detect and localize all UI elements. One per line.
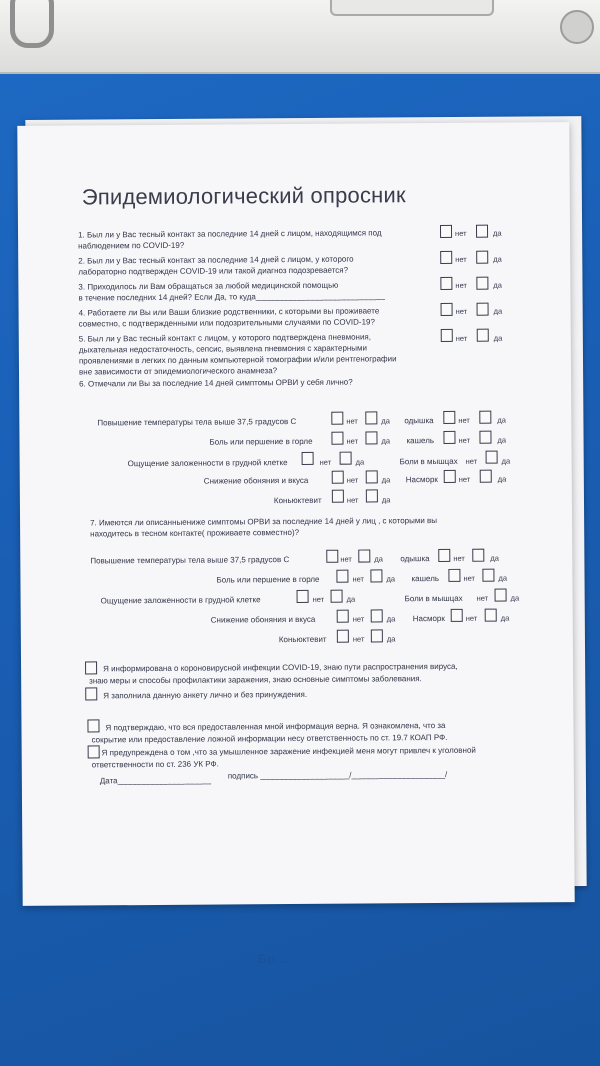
q3-yes-checkbox[interactable]: [476, 277, 488, 290]
q6-throat-no-label: нет: [346, 436, 359, 446]
q7-dyspnea-yes-checkbox[interactable]: [472, 549, 484, 562]
q7-chest-label: Ощущение заложенности в грудной клетке: [100, 595, 261, 606]
q7-cough-yes-label: да: [498, 573, 508, 583]
q6-muscle-no-label: нет: [465, 456, 478, 466]
q7-throat-yes-label: да: [386, 574, 396, 584]
q7-throat-no-label: нет: [352, 574, 364, 584]
q5-yes-label: да: [493, 333, 503, 343]
q6-conj-no-label: нет: [346, 495, 359, 505]
q6-chest-no-checkbox[interactable]: [302, 452, 314, 465]
q7-chest-yes-checkbox[interactable]: [331, 590, 343, 603]
q7-dyspnea-label: одышка: [400, 554, 430, 564]
q7-smell-yes-label: да: [386, 614, 396, 624]
signature-field[interactable]: подпись ____________________/_____________________/: [227, 769, 448, 781]
q7-fever-no-label: нет: [340, 554, 352, 564]
q7-cough-yes-checkbox[interactable]: [482, 569, 494, 582]
clip-ring: [10, 0, 54, 48]
q2-yes-checkbox[interactable]: [476, 251, 488, 264]
q7-dyspnea-no-checkbox[interactable]: [438, 549, 450, 562]
q6-dyspnea-no-checkbox[interactable]: [443, 411, 455, 424]
q3-line2: в течение последних 14 дней? Если Да, то куда_____________________________: [78, 291, 385, 303]
q1-no-checkbox[interactable]: [440, 225, 452, 238]
q7-conj-no-checkbox[interactable]: [337, 630, 349, 643]
q6-chest-label: Ощущение заложенности в грудной клетке: [127, 458, 288, 469]
q1-yes-label: да: [493, 228, 502, 238]
statement-self-filled: Я заполнила данную анкету лично и без принуждения.: [103, 689, 308, 701]
q6-fever-label: Повышение температуры тела выше 37,5 градусов С: [97, 416, 297, 428]
q6-nose-no-checkbox[interactable]: [444, 470, 456, 483]
page-title: Эпидемиологический опросник: [81, 182, 406, 210]
q6-smell-label: Снижение обоняния и вкуса: [203, 475, 309, 486]
q6-conj-yes-checkbox[interactable]: [366, 489, 378, 502]
q4-no-label: нет: [455, 306, 468, 316]
self-filled-checkbox[interactable]: [85, 687, 97, 700]
q6-cough-no-label: нет: [458, 435, 471, 445]
q6-muscle-label: Боли в мышцах: [399, 456, 458, 467]
q7-nose-label: Насморк: [412, 613, 445, 624]
q7-nose-no-label: нет: [465, 613, 478, 623]
q7-fever-yes-label: да: [374, 554, 383, 564]
q6-fever-yes-label: да: [381, 416, 390, 426]
q6-line: 6. Отмечали ли Вы за последние 14 дней симптомы ОРВИ у себя лично?: [79, 377, 353, 389]
q3-line1: 3. Приходилось ли Вам обращаться за любой медицинской помощью: [78, 280, 339, 292]
q6-muscle-yes-checkbox[interactable]: [486, 451, 498, 464]
clipboard-clip: [0, 0, 600, 74]
q7-throat-yes-checkbox[interactable]: [370, 569, 382, 582]
q7-conj-yes-checkbox[interactable]: [371, 629, 383, 642]
q6-fever-no-label: нет: [346, 416, 358, 426]
q7-line1: 7. Имеются ли описанныениже симптомы ОРВИ за последние 14 дней у лиц , с которыми вы: [90, 516, 438, 528]
clip-bar: [330, 0, 494, 16]
q3-no-checkbox[interactable]: [440, 277, 452, 290]
date-field[interactable]: Дата_____________________: [99, 775, 212, 786]
q5-line1: 5. Был ли у Вас тесный контакт с лицом, у которого подтверждена пневмония,: [78, 332, 371, 344]
q6-nose-no-label: нет: [458, 474, 471, 484]
q5-line2: дыхательная недостаточность, сепсис, выявлена пневмония с характерными: [78, 343, 368, 355]
q6-fever-no-checkbox[interactable]: [331, 412, 343, 425]
q7-conj-label: Коньюктевит: [278, 634, 327, 645]
informed-checkbox[interactable]: [85, 661, 97, 674]
q1-yes-checkbox[interactable]: [476, 225, 488, 238]
q7-chest-no-checkbox[interactable]: [297, 590, 309, 603]
q7-conj-yes-label: да: [386, 634, 396, 644]
q6-throat-yes-label: да: [381, 436, 391, 446]
q6-dyspnea-label: одышка: [404, 416, 434, 426]
q6-nose-yes-label: да: [497, 474, 507, 484]
q6-smell-no-label: нет: [346, 475, 359, 485]
statement-warned-line2: ответственности по ст. 236 УК РФ.: [91, 759, 219, 770]
q6-smell-yes-label: да: [381, 475, 391, 485]
q6-dyspnea-no-label: нет: [458, 415, 470, 425]
q4-line1: 4. Работаете ли Вы или Ваши близкие родственники, с которыми вы проживаете: [78, 306, 380, 318]
q6-conj-label: Коньюктевит: [273, 495, 322, 506]
q6-fever-yes-checkbox[interactable]: [365, 411, 377, 424]
q7-cough-no-label: нет: [463, 573, 475, 583]
q3-no-label: нет: [455, 280, 467, 290]
q6-dyspnea-yes-label: да: [497, 415, 506, 425]
q6-throat-yes-checkbox[interactable]: [365, 431, 377, 444]
folder-print: Бр...: [258, 952, 289, 966]
q6-conj-yes-label: да: [381, 495, 391, 505]
q5-no-label: нет: [455, 333, 468, 343]
q6-chest-no-label: нет: [319, 457, 332, 467]
q7-cough-label: кашель: [411, 574, 440, 584]
q7-muscle-yes-checkbox[interactable]: [495, 589, 507, 602]
q7-nose-yes-checkbox[interactable]: [485, 609, 497, 622]
q7-chest-no-label: нет: [312, 594, 325, 604]
q3-yes-label: да: [493, 280, 503, 290]
q7-smell-yes-checkbox[interactable]: [371, 609, 383, 622]
q4-yes-checkbox[interactable]: [477, 303, 489, 316]
statement-confirm-line1: Я подтверждаю, что вся предоставленная мной информация верна. Я ознакомлена, что за: [105, 720, 446, 733]
q6-smell-yes-checkbox[interactable]: [366, 470, 378, 483]
q7-dyspnea-yes-label: да: [490, 553, 499, 563]
q2-no-checkbox[interactable]: [440, 251, 452, 264]
q6-muscle-yes-label: да: [501, 456, 511, 466]
q7-chest-yes-label: да: [346, 594, 356, 604]
q7-throat-no-checkbox[interactable]: [336, 570, 348, 583]
q7-smell-no-label: нет: [352, 614, 365, 624]
q6-throat-label: Боль или першение в горле: [209, 436, 313, 447]
q5-yes-checkbox[interactable]: [477, 329, 489, 342]
q4-line2: совместно, с подтвержденными или подозрительными случаями по COVID-19?: [78, 317, 375, 329]
confirm-checkbox[interactable]: [87, 719, 99, 732]
clip-knob: [560, 10, 594, 44]
q7-smell-label: Снижение обоняния и вкуса: [210, 614, 316, 625]
q6-cough-yes-checkbox[interactable]: [479, 431, 491, 444]
q7-dyspnea-no-label: нет: [453, 553, 465, 563]
q6-dyspnea-yes-checkbox[interactable]: [479, 411, 491, 424]
q7-fever-no-checkbox[interactable]: [326, 550, 338, 563]
q6-cough-label: кашель: [406, 436, 435, 446]
q5-line3: проявлениями в легких по данным компьютерной томографии и/или рентгенографии: [78, 354, 397, 366]
questionnaire-sheet: [17, 122, 574, 906]
q2-line1: 2. Был ли у Вас тесный контакт за последние 14 дней с лицом, у которого: [78, 254, 354, 266]
q4-no-checkbox[interactable]: [441, 303, 453, 316]
q7-smell-no-checkbox[interactable]: [337, 610, 349, 623]
statement-confirm-line2: сокрытие или предоставление ложной информации несу ответственность по ст. 19.7 КОАП РФ.: [91, 732, 448, 745]
q6-conj-no-checkbox[interactable]: [332, 490, 344, 503]
q7-fever-label: Повышение температуры тела выше 37,5 градусов С: [90, 555, 290, 566]
q1-line1: 1. Был ли у Вас тесный контакт за последние 14 дней с лицом, находящимся под: [78, 228, 382, 240]
q7-muscle-label: Боли в мышцах: [404, 593, 463, 604]
q7-cough-no-checkbox[interactable]: [448, 569, 460, 582]
q7-muscle-yes-label: да: [510, 593, 520, 603]
q7-nose-no-checkbox[interactable]: [451, 609, 463, 622]
q6-chest-yes-label: да: [355, 457, 365, 467]
q5-line4: вне зависимости от эпидемиологического анамнеза?: [78, 366, 278, 377]
statement-warned-line1: Я предупреждена о том ,что за умышленное заражение инфекцией меня могут привлеч к уголовной: [101, 745, 476, 758]
q2-no-label: нет: [455, 254, 467, 264]
q4-yes-label: да: [493, 306, 503, 316]
q6-nose-yes-checkbox[interactable]: [480, 470, 492, 483]
q6-chest-yes-checkbox[interactable]: [340, 452, 352, 465]
q6-cough-no-checkbox[interactable]: [443, 431, 455, 444]
q6-nose-label: Насморк: [405, 475, 438, 485]
q6-smell-no-checkbox[interactable]: [332, 471, 344, 484]
q7-nose-yes-label: да: [500, 613, 510, 623]
q2-yes-label: да: [493, 254, 502, 264]
q7-line2: находитесь в тесном контакте( проживаете совместно)?: [90, 527, 300, 539]
q7-fever-yes-checkbox[interactable]: [358, 549, 370, 562]
q1-line2: наблюдением по COVID-19?: [78, 240, 185, 251]
q6-cough-yes-label: да: [497, 435, 507, 445]
q2-line2: лабораторно подтвержден COVID-19 или такой диагноз подозревается?: [78, 265, 349, 277]
q7-throat-label: Боль или першение в горле: [216, 574, 320, 585]
statement-informed-line1: Я информирована о короновирусной инфекции COVID-19, знаю пути распространения вируса,: [103, 661, 458, 674]
statement-informed-line2: знаю меры и способы профилактики заражения, знаю основные симптомы заболевания.: [89, 674, 422, 686]
q5-no-checkbox[interactable]: [441, 329, 453, 342]
q1-no-label: нет: [455, 228, 467, 238]
q7-muscle-no-label: нет: [476, 593, 489, 603]
q7-conj-no-label: нет: [352, 634, 365, 644]
q6-throat-no-checkbox[interactable]: [331, 432, 343, 445]
warned-checkbox[interactable]: [88, 745, 100, 758]
